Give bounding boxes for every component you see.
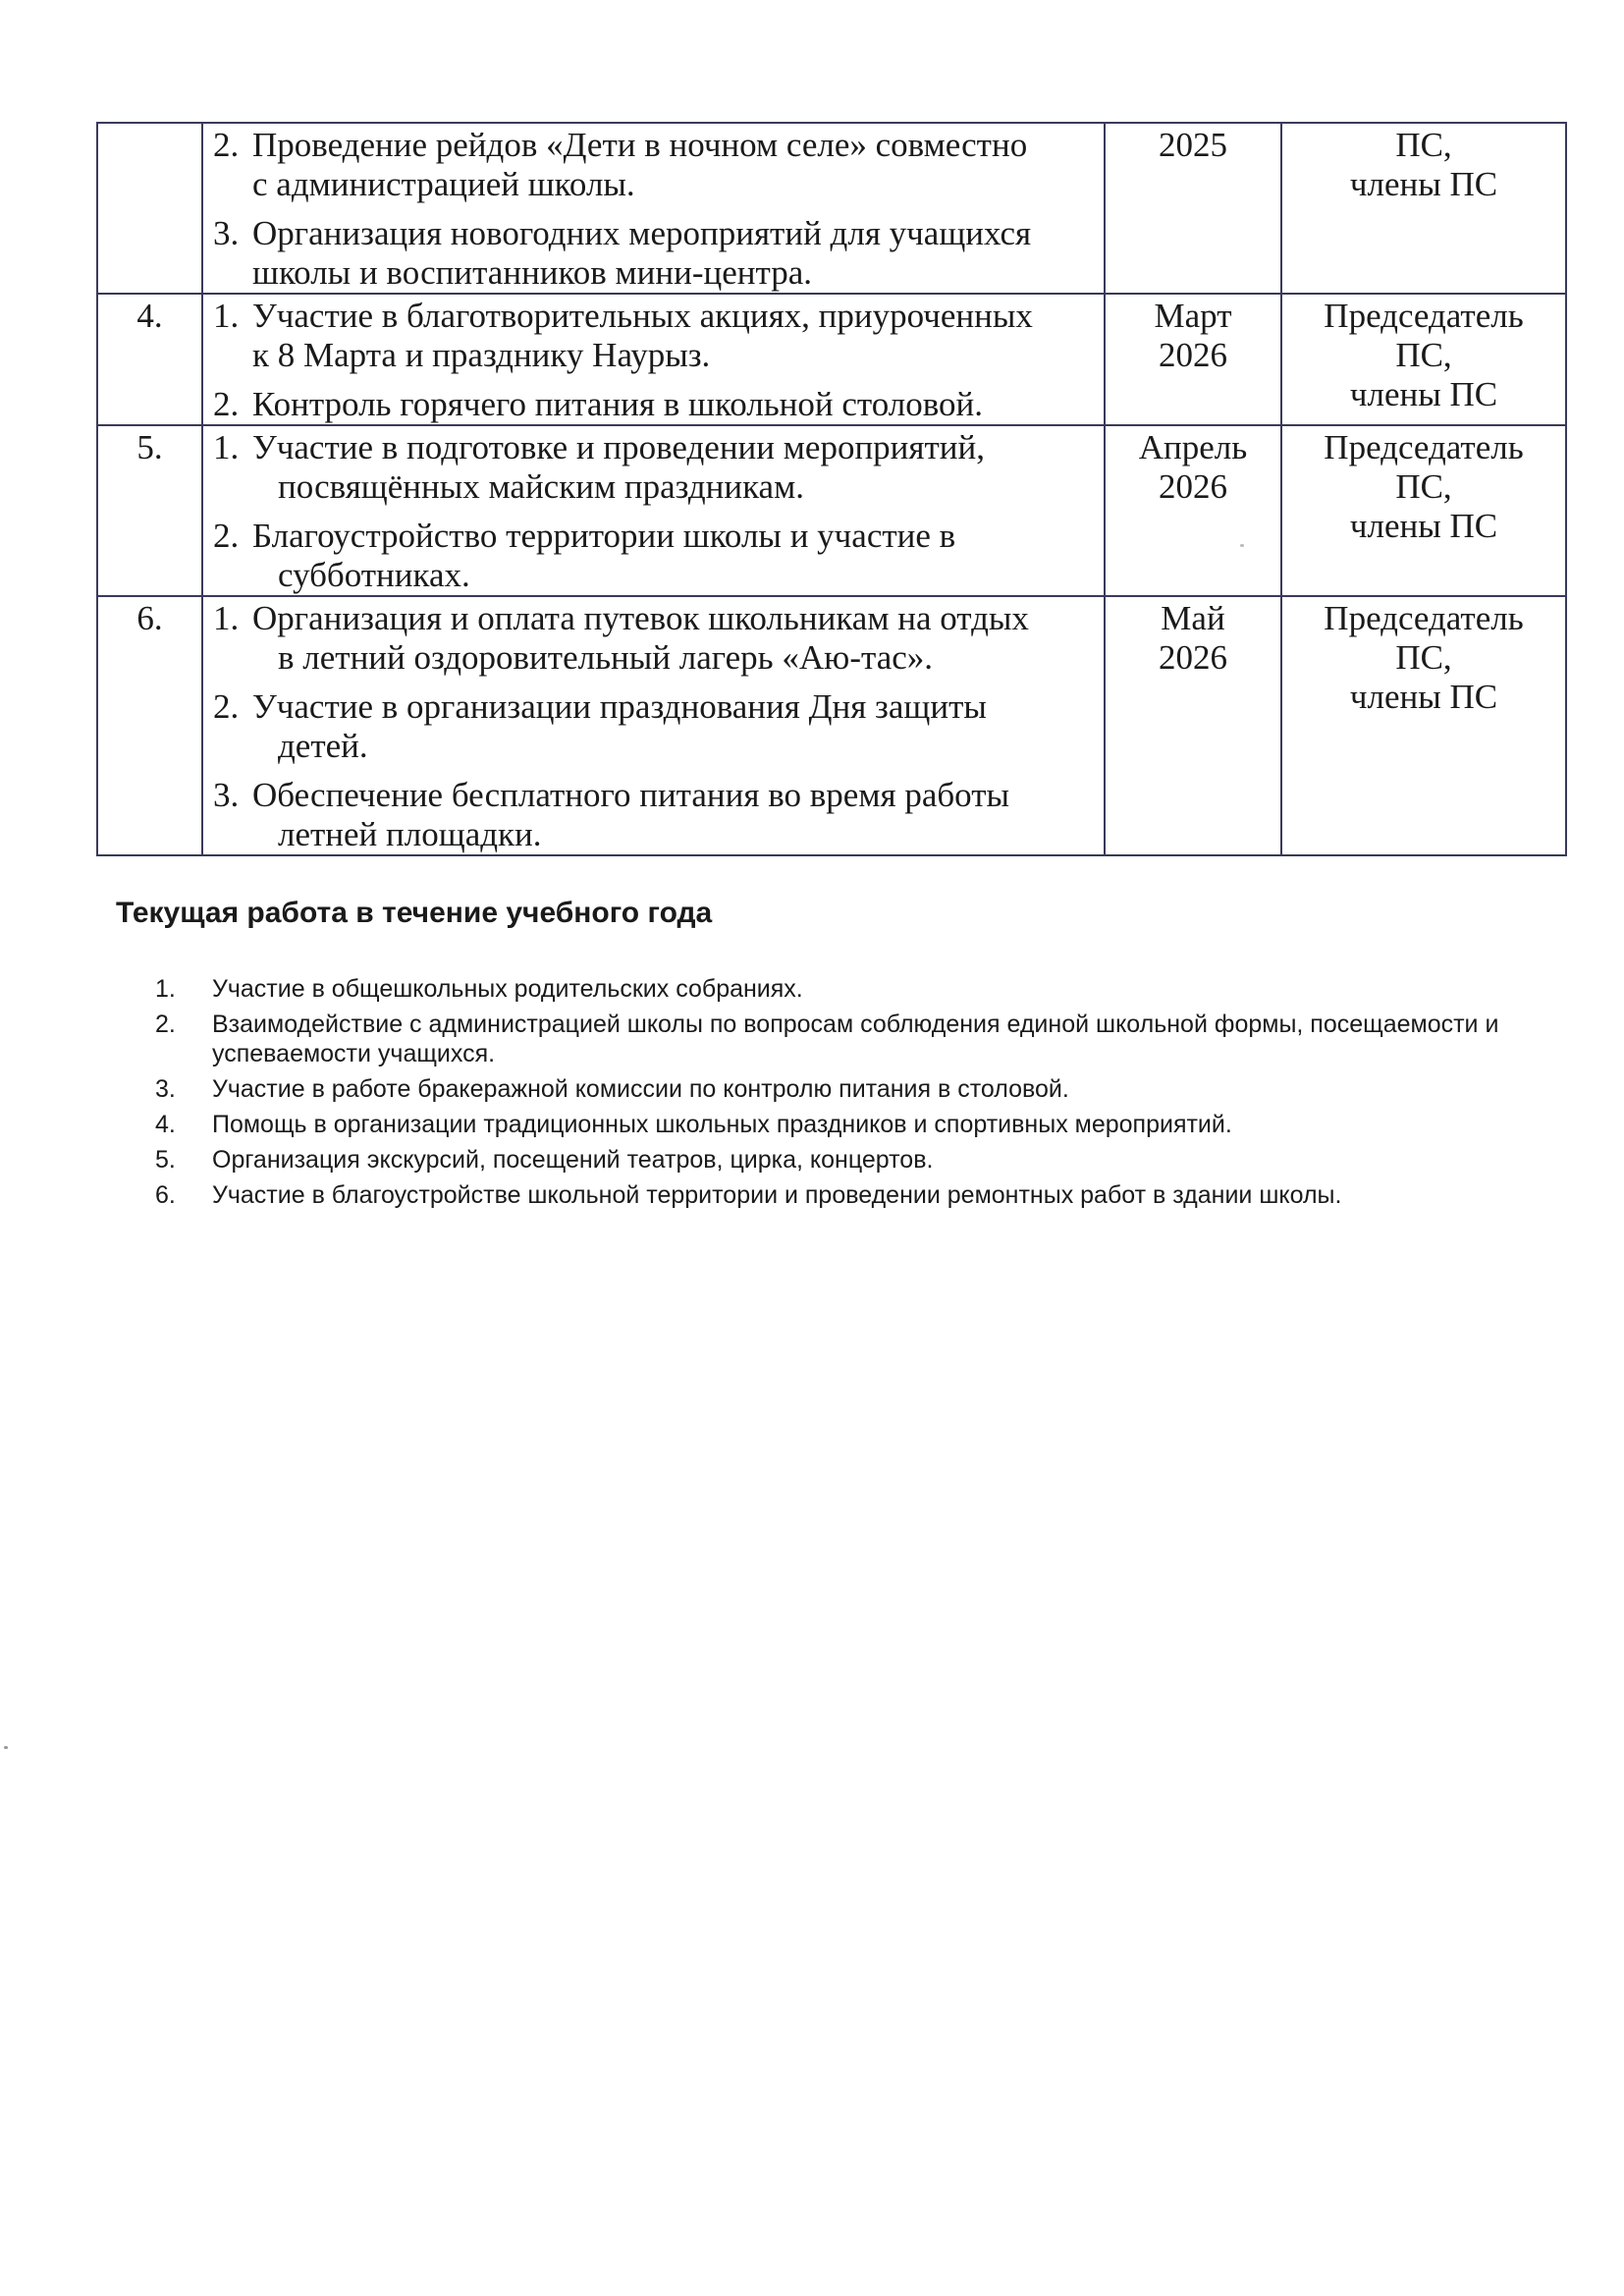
activity-plan-table — [96, 122, 1567, 856]
term-text: 2026 — [1159, 467, 1227, 506]
row-activities — [202, 596, 1105, 855]
activity-text: посвящённых майским праздникам. — [278, 467, 804, 506]
list-item-number: 1. — [155, 975, 176, 1003]
table-row — [97, 294, 1566, 425]
row-responsible — [1281, 425, 1566, 596]
list-item — [155, 1074, 1549, 1104]
scan-speck — [4, 1746, 8, 1749]
activity-number: 1. — [213, 599, 240, 637]
list-item-number: 5. — [155, 1146, 176, 1174]
row-activities — [202, 425, 1105, 596]
list-item — [155, 1180, 1549, 1210]
activity-number: 1. — [213, 428, 240, 466]
list-item-number: 2. — [155, 1011, 176, 1038]
activity-text: в летний оздоровительный лагерь «Аю-тас». — [278, 638, 934, 677]
activity-text: детей. — [278, 727, 368, 765]
row-responsible — [1281, 123, 1566, 294]
activity-text: Обеспечение бесплатного питания во время работы — [252, 776, 1010, 814]
term-text: Май — [1161, 599, 1225, 637]
list-item-number: 3. — [155, 1075, 176, 1103]
list-item — [155, 1145, 1549, 1175]
list-item — [155, 974, 1549, 1004]
responsible-text: члены ПС — [1349, 375, 1498, 413]
table-row — [97, 425, 1566, 596]
row-activities — [202, 294, 1105, 425]
table-row — [97, 123, 1566, 294]
term-text: Апрель — [1138, 428, 1248, 466]
row-activities — [202, 123, 1105, 294]
row-number: 5. — [97, 425, 202, 596]
list-item-number: 6. — [155, 1181, 176, 1209]
activity-item — [213, 776, 1096, 854]
activity-text: школы и воспитанников мини-центра. — [252, 253, 813, 292]
activity-text: субботниках. — [278, 556, 470, 594]
row-number: 4. — [97, 294, 202, 425]
row-responsible — [1281, 294, 1566, 425]
activity-item — [213, 214, 1096, 293]
row-term — [1105, 123, 1281, 294]
activity-text: Благоустройство территории школы и участие в — [252, 517, 956, 555]
term-text: 2026 — [1159, 638, 1227, 677]
term-text: 2026 — [1159, 336, 1227, 374]
list-item-text: Участие в общешкольных родительских собраниях. — [212, 975, 803, 1003]
term-text: 2025 — [1159, 126, 1227, 164]
section-title: Текущая работа в течение учебного года — [116, 897, 713, 929]
row-term — [1105, 596, 1281, 855]
responsible-text: члены ПС — [1349, 507, 1498, 545]
activity-item — [213, 517, 1096, 595]
row-number: 6. — [97, 596, 202, 855]
list-item-text: Участие в работе бракеражной комиссии по контролю питания в столовой. — [212, 1075, 1069, 1103]
activity-number: 3. — [213, 776, 240, 814]
activity-text: Участие в подготовке и проведении мероприятий, — [252, 428, 986, 466]
term-text: Март — [1154, 297, 1232, 335]
list-item — [155, 1110, 1549, 1139]
activity-text: к 8 Марта и празднику Наурыз. — [252, 336, 711, 374]
activity-number: 2. — [213, 517, 240, 555]
activity-item — [213, 599, 1096, 678]
responsible-text: Председатель — [1324, 297, 1524, 335]
activity-item — [213, 385, 1096, 424]
responsible-text: ПС, — [1395, 126, 1452, 164]
activity-number: 2. — [213, 687, 240, 726]
list-item-text: Взаимодействие с администрацией школы по вопросам соблюдения единой школьной формы, посещаемости и успеваемости учащихся. — [212, 1011, 1499, 1067]
list-item-text: Организация экскурсий, посещений театров, цирка, концертов. — [212, 1146, 934, 1174]
responsible-text: члены ПС — [1349, 678, 1498, 716]
activity-number: 2. — [213, 126, 240, 164]
list-item-text: Помощь в организации традиционных школьных праздников и спортивных мероприятий. — [212, 1111, 1232, 1138]
row-term — [1105, 294, 1281, 425]
activity-item — [213, 687, 1096, 766]
activity-text: Организация и оплата путевок школьникам на отдых — [252, 599, 1029, 637]
activity-text: Организация новогодних мероприятий для учащихся — [252, 214, 1032, 252]
activity-text: Участие в организации празднования Дня защиты — [252, 687, 987, 726]
activity-number: 3. — [213, 214, 240, 252]
responsible-text: ПС, — [1395, 638, 1452, 677]
activity-item — [213, 297, 1096, 375]
scan-speck — [1240, 544, 1244, 547]
responsible-text: ПС, — [1395, 467, 1452, 506]
activity-number: 2. — [213, 385, 240, 423]
activity-item — [213, 126, 1096, 204]
responsible-text: ПС, — [1395, 336, 1452, 374]
activity-number: 1. — [213, 297, 240, 335]
activity-text: Проведение рейдов «Дети в ночном селе» совместно — [252, 126, 1028, 164]
current-work-list — [155, 974, 1549, 1216]
responsible-text: Председатель — [1324, 599, 1524, 637]
table-row — [97, 596, 1566, 855]
activity-text: Контроль горячего питания в школьной столовой. — [252, 385, 984, 423]
activity-text: с администрацией школы. — [252, 165, 635, 203]
responsible-text: Председатель — [1324, 428, 1524, 466]
row-number — [97, 123, 202, 294]
activity-item — [213, 428, 1096, 507]
activity-text: Участие в благотворительных акциях, приуроченных — [252, 297, 1033, 335]
list-item — [155, 1010, 1549, 1068]
list-item-text: Участие в благоустройстве школьной территории и проведении ремонтных работ в здании школы. — [212, 1181, 1342, 1209]
list-item-number: 4. — [155, 1111, 176, 1138]
responsible-text: члены ПС — [1349, 165, 1498, 203]
row-responsible — [1281, 596, 1566, 855]
row-term — [1105, 425, 1281, 596]
activity-text: летней площадки. — [278, 815, 542, 853]
